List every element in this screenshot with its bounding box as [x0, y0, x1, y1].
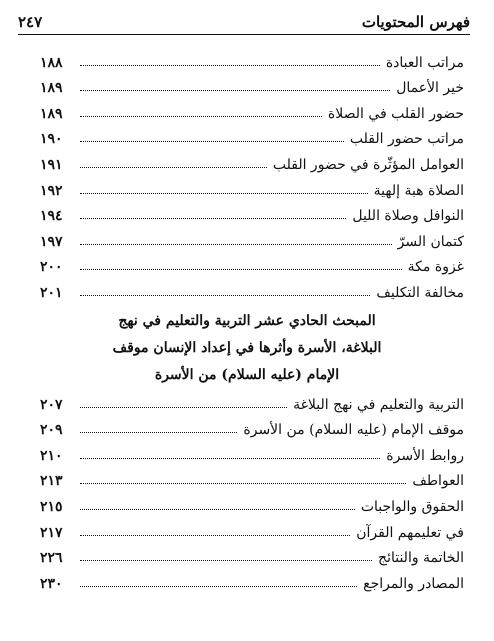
toc-entry-page: ١٩٤: [40, 208, 63, 225]
toc-entry-title: غزوة مكة: [407, 259, 464, 276]
toc-entry: [40, 437, 464, 463]
dot-leader: [80, 586, 357, 587]
toc-entry-page: ١٩١: [40, 156, 63, 173]
toc-entry-title: الصلاة هبة إلهية: [373, 182, 464, 199]
toc-entry: [40, 223, 464, 249]
toc-entry-title: كتمان السرّ: [397, 233, 464, 250]
dot-leader: [80, 458, 380, 459]
dot-leader: [80, 509, 355, 510]
dot-leader: [80, 432, 237, 433]
dot-leader: [80, 141, 344, 142]
toc-entry-title: النوافل وصلاة الليل: [352, 208, 464, 225]
section-heading-line: الإمام (عليه السلام) من الأسرة: [154, 367, 340, 383]
toc-entry: [40, 540, 464, 566]
toc-entry-title: مراتب العبادة: [385, 54, 464, 71]
toc-entry-page: ٢١٧: [40, 524, 63, 541]
page-header: [18, 8, 470, 35]
toc-entry-page: ٢٠١: [40, 284, 63, 301]
dot-leader: [80, 535, 350, 536]
dot-leader: [80, 65, 380, 66]
toc-entry-page: ١٨٩: [40, 105, 63, 122]
toc-entry-page: ٢٢٦: [40, 550, 63, 567]
toc-entry: [40, 198, 464, 224]
toc-entry-title: العوامل المؤثّرة في حضور القلب: [272, 156, 464, 173]
dot-leader: [80, 483, 406, 484]
toc-entry: [40, 146, 464, 172]
page-number: ٢٤٧: [18, 13, 43, 31]
dot-leader: [80, 244, 392, 245]
section-heading-line: البلاغة، الأسرة وأثرها في إعداد الإنسان موقف: [112, 340, 382, 356]
toc-entry-page: ١٨٩: [40, 80, 63, 97]
dot-leader: [80, 116, 322, 117]
toc-entry: [40, 463, 464, 489]
toc-list-bottom: [40, 386, 464, 591]
toc-entry-page: ٢١٥: [40, 498, 63, 515]
toc-entry-page: ١٩٢: [40, 182, 63, 199]
dot-leader: [80, 407, 287, 408]
toc-entry: [40, 514, 464, 540]
dot-leader: [80, 295, 370, 296]
toc-entry-title: روابط الأسرة: [386, 447, 464, 464]
toc-entry: [40, 488, 464, 514]
toc-entry-title: التربية والتعليم في نهج البلاغة: [293, 396, 464, 413]
toc-entry-title: مراتب حضور القلب: [349, 131, 464, 148]
running-title: فهرس المحتويات: [361, 13, 470, 31]
toc-entry: [40, 172, 464, 198]
section-heading: [30, 308, 464, 389]
toc-entry-title: موقف الإمام (عليه السلام) من الأسرة: [243, 422, 464, 439]
toc-entry: [40, 386, 464, 412]
dot-leader: [80, 193, 368, 194]
toc-entry: [40, 565, 464, 591]
toc-entry-page: ٢٠٩: [40, 422, 63, 439]
dot-leader: [80, 90, 390, 91]
toc-entry: [40, 121, 464, 147]
toc-entry-page: ١٨٨: [40, 54, 63, 71]
toc-entry-page: ١٩٧: [40, 233, 63, 250]
toc-entry-title: المصادر والمراجع: [363, 575, 464, 592]
toc-entry: [40, 412, 464, 438]
toc-entry-title: الحقوق والواجبات: [360, 498, 464, 515]
toc-entry: [40, 95, 464, 121]
toc-entry-page: ١٩٠: [40, 131, 63, 148]
toc-entry: [40, 70, 464, 96]
toc-entry-page: ٢١٠: [40, 447, 63, 464]
toc-entry-page: ٢٠٧: [40, 396, 63, 413]
toc-entry: [40, 249, 464, 275]
toc-entry-title: الخاتمة والنتائج: [378, 550, 464, 567]
toc-entry-title: مخالفة التكليف: [376, 284, 464, 301]
toc-entry: [40, 44, 464, 70]
dot-leader: [80, 167, 267, 168]
section-heading-line: المبحث الحادي عشر التربية والتعليم في نهج: [118, 313, 376, 329]
toc-entry-page: ٢١٣: [40, 473, 63, 490]
dot-leader: [80, 269, 402, 270]
toc-entry-title: العواطف: [412, 473, 464, 490]
toc-list-top: [40, 44, 464, 300]
toc-entry: [40, 274, 464, 300]
toc-entry-page: ٢٠٠: [40, 259, 63, 276]
toc-entry-title: في تعليمهم القرآن: [356, 524, 464, 541]
dot-leader: [80, 560, 372, 561]
toc-entry-title: خير الأعمال: [396, 80, 464, 97]
toc-entry-title: حضور القلب في الصلاة: [327, 105, 464, 122]
dot-leader: [80, 218, 346, 219]
toc-entry-page: ٢٣٠: [40, 575, 63, 592]
